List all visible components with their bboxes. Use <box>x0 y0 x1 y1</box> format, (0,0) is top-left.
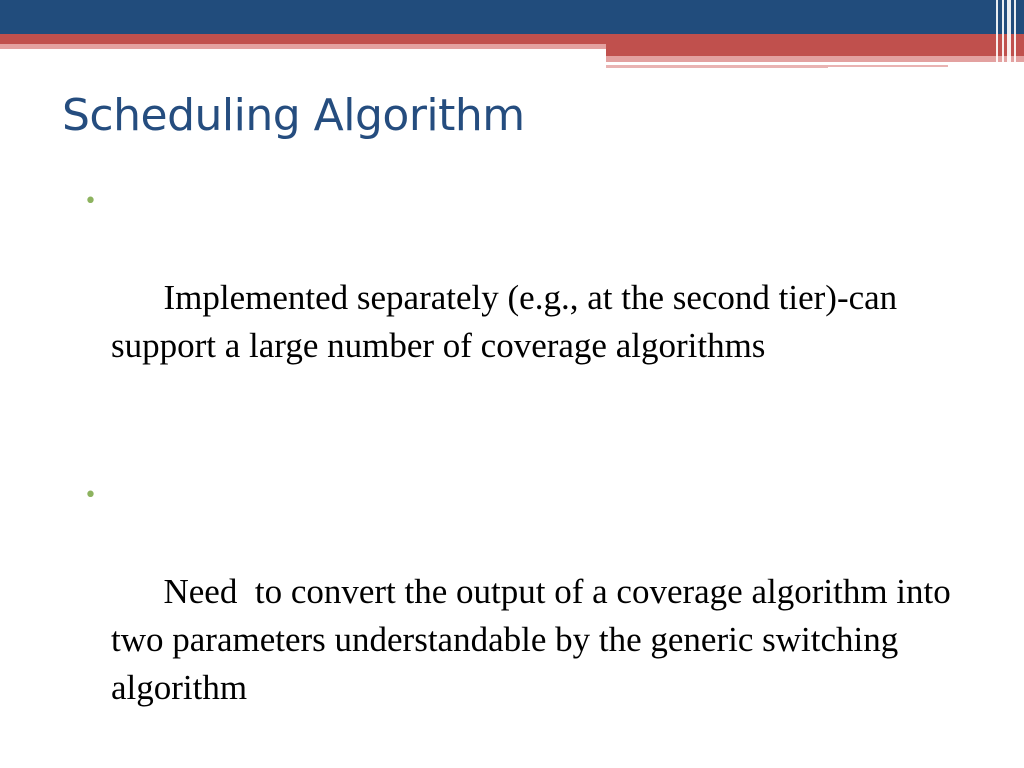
header-band-pink <box>0 44 606 49</box>
header-band-pink-right <box>606 56 1024 62</box>
header-vertical-lines <box>992 0 1024 70</box>
bullet-item <box>84 178 964 418</box>
bullet-marker: • <box>84 189 97 214</box>
slide-title: Scheduling Algorithm <box>62 90 525 141</box>
header-band-red-step <box>606 44 1024 56</box>
header-band-red <box>0 34 1024 44</box>
header-band-navy <box>0 0 1024 34</box>
header-band-pink-thin-short <box>828 65 948 67</box>
bullet-text: Implemented separately (e.g., at the second tier)-can support a large number of coverage algorithms <box>111 278 906 365</box>
header-band-pink-thin <box>606 65 828 68</box>
bullet-text: Need to convert the output of a coverage algorithm into two parameters understandable by the generic switching algorithm <box>111 572 960 707</box>
bullet-item <box>84 472 964 760</box>
bullet-list <box>84 178 964 760</box>
bullet-marker: • <box>84 483 97 508</box>
